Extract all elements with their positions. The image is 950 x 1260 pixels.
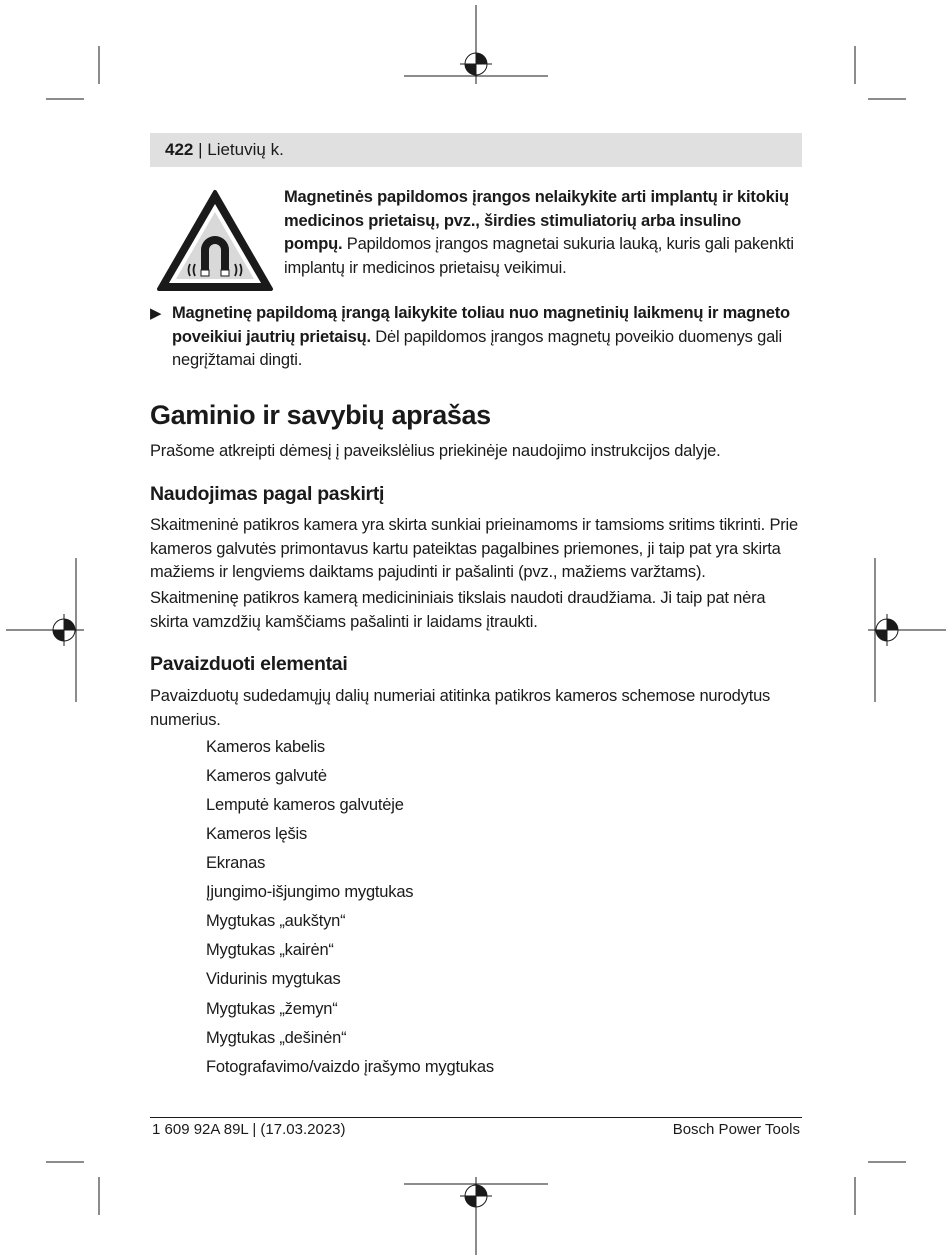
section-title: Gaminio ir savybių aprašas [150,400,491,430]
warning-bold-text: Magnetinės papildomos įrangos nelaikykite arti implantų ir kitokių medicinos prietaisų, pvz., širdies stimuliatorių arba insulino pompų. [284,188,789,254]
item-text: Kameros lęšis [206,825,308,843]
warning-normal-text: Papildomos įrangos magnetai sukuria lauką, kuris gali pakenkti implantų ir medicinos prietaisų veikimui. [284,235,794,277]
intended-use-title: Naudojimas pagal paskirtį [150,483,385,505]
magnetic-field-warning-icon [155,188,275,294]
footer-document-id: 1 609 92A 89L | (17.03.2023) [152,1121,346,1138]
item-text: Ekranas [206,854,266,872]
item-text: Vidurinis mygtukas [206,970,341,988]
footer-divider [150,1117,802,1118]
intended-use-paragraph-1: Skaitmeninė patikros kamera yra skirta sunkiai prieinamoms ir tamsioms sritims tikrinti. Prie kameros galvutės primontavus kartu pateiktas pagalbines priemones, ji taip pat yra skirta mažiems ir lengviems daiktams pajudinti ir pašalinti (pvz., mažiems varžtams). [150,516,798,582]
item-text: Kameros kabelis [206,738,325,756]
header-language: Lietuvių k. [207,140,284,159]
bullet-normal-text: Dėl papildomos įrangos magnetų poveikio duomenys gali negrįžtamai dingti. [172,327,782,370]
item-text: Fotografavimo/vaizdo įrašymo mygtukas [206,1058,494,1076]
magnet-warning-text [284,186,802,280]
item-text: Mygtukas „aukštyn“ [206,912,346,930]
header-separator: | [193,140,208,159]
elements-intro: Pavaizduotų sudedamųjų dalių numeriai atitinka patikros kameros schemose nurodytus numerius. [150,687,771,729]
item-text: Mygtukas „dešinėn“ [206,1029,347,1047]
section-intro: Prašome atkreipti dėmesį į paveikslėlius priekinėje naudojimo instrukcijos dalyje. [150,442,721,460]
item-text: Įjungimo-išjungimo mygtukas [206,883,414,901]
item-text: Lemputė kameros galvutėje [206,796,404,814]
item-text: Mygtukas „kairėn“ [206,941,334,959]
elements-title: Pavaizduoti elementai [150,653,348,675]
page-number: 422 [165,140,194,159]
bullet-arrow-icon: ▶ [150,305,162,322]
bullet-bold-text: Magnetinę papildomą įrangą laikykite toliau nuo magnetinių laikmenų ir magneto poveikiui jautrių prietaisų. [172,304,790,346]
item-text: Kameros galvutė [206,767,327,785]
magnetic-media-warning [150,302,802,373]
footer-brand: Bosch Power Tools [672,1121,800,1138]
page-header [150,133,802,167]
item-text: Mygtukas „žemyn“ [206,1000,338,1018]
intended-use-paragraph-2: Skaitmeninę patikros kamerą medicininiais tikslais naudoti draudžiama. Ji taip pat nėra skirta vamzdžių kamščiams pašalinti ir laidams įtraukti. [150,589,766,631]
header-text [165,140,284,160]
